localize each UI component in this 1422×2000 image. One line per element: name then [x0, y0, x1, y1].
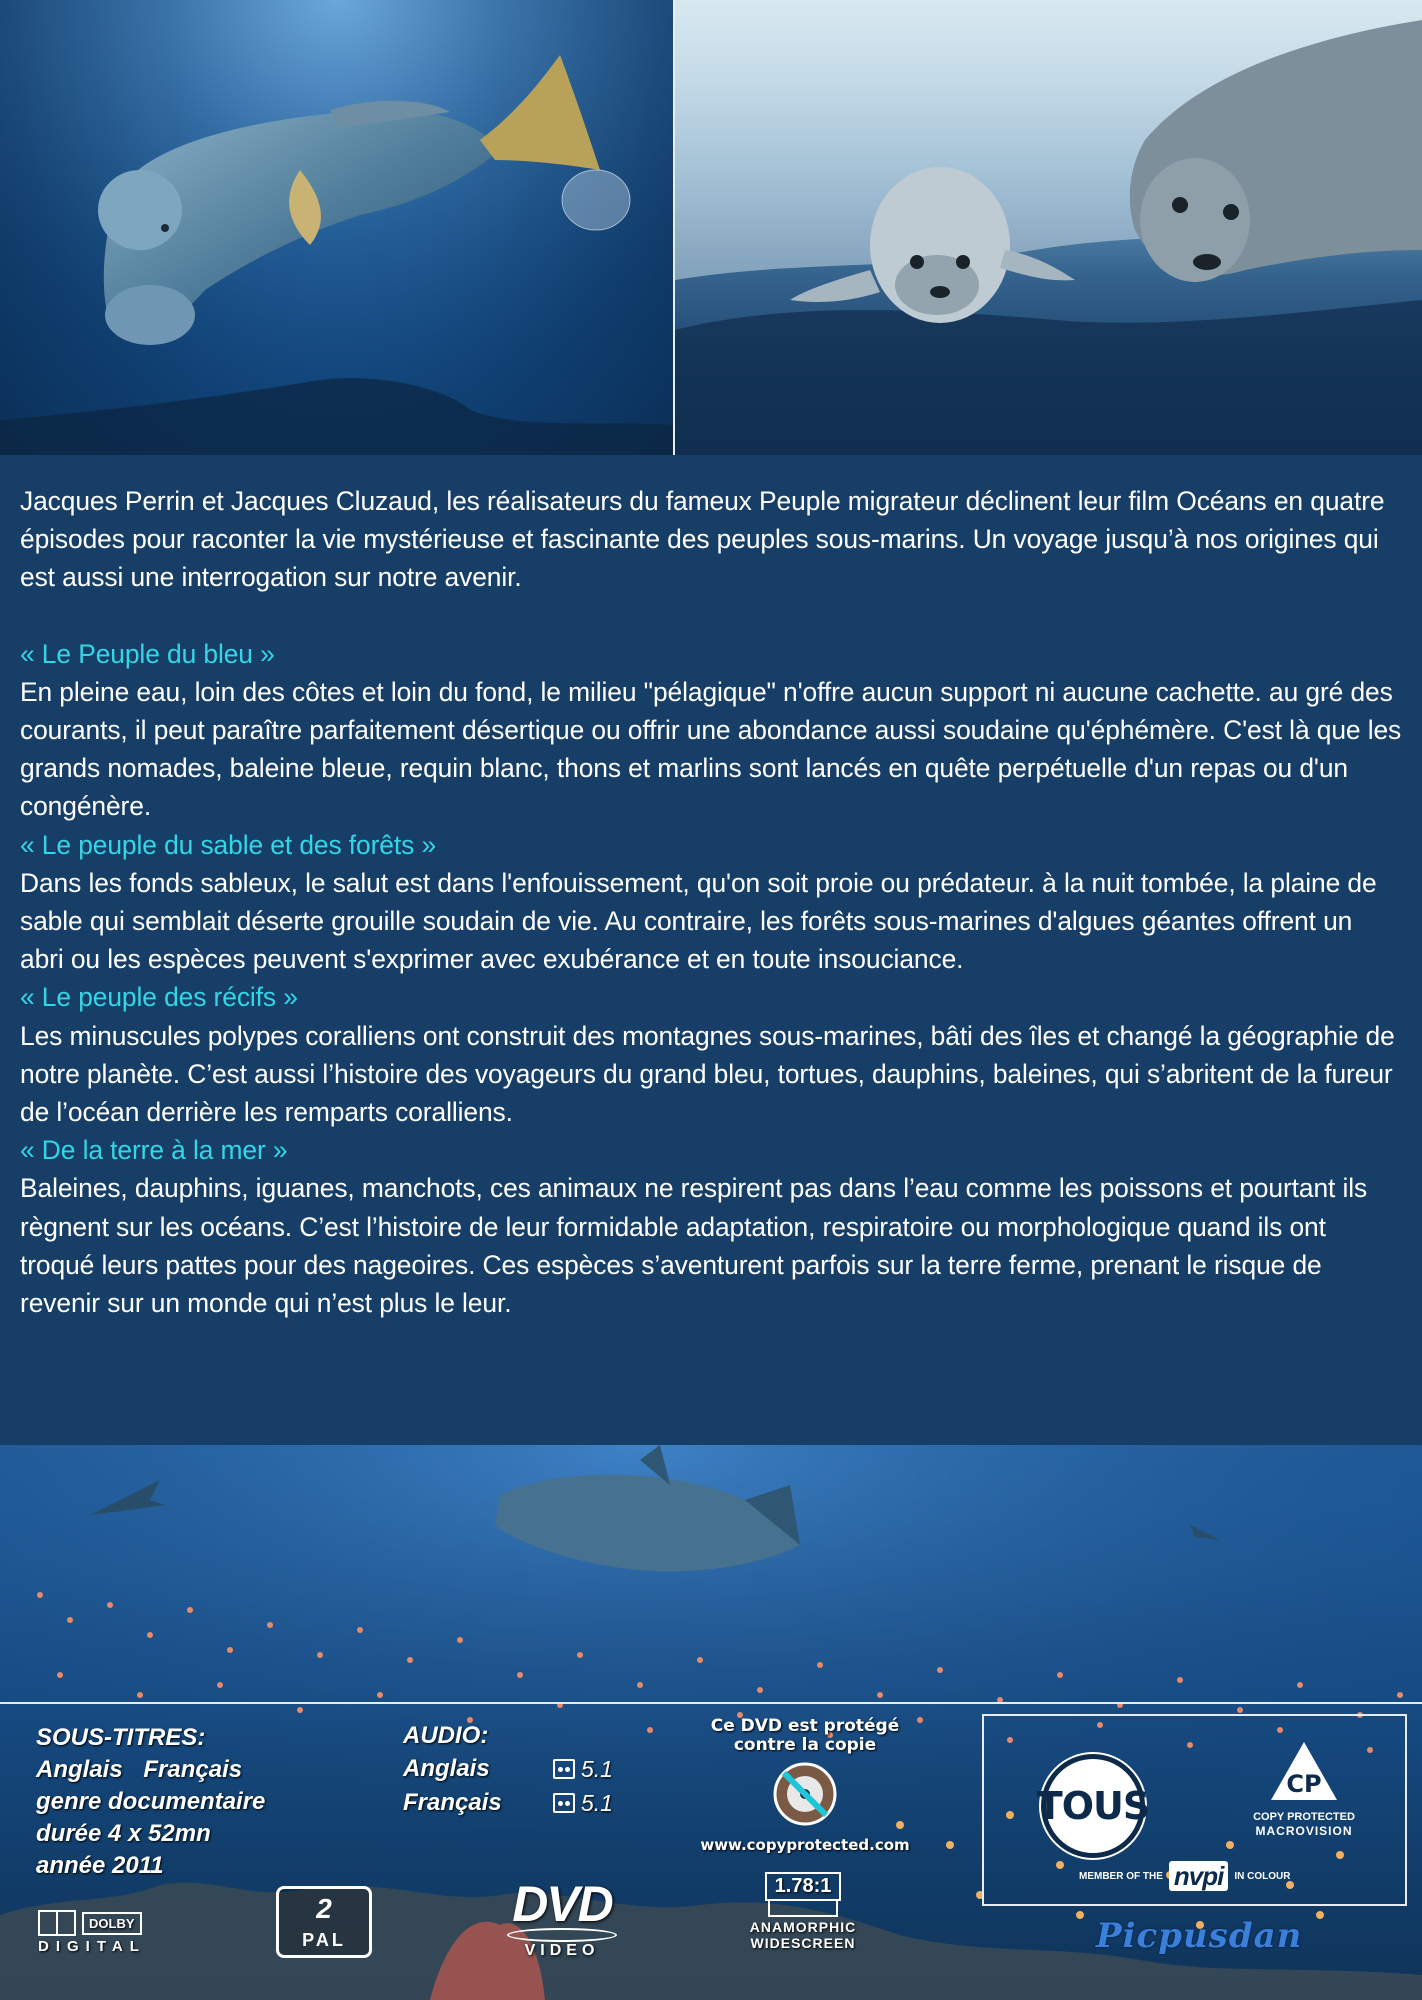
subtitle-language: Anglais	[36, 1756, 123, 1783]
audio-language: Français	[403, 1789, 502, 1816]
audio-label: AUDIO:	[403, 1722, 489, 1749]
subtitles-languages	[36, 1754, 306, 1786]
nvpi-logo	[1079, 1861, 1290, 1891]
audio-format: 5.1	[581, 1756, 613, 1782]
cp-line1: COPY PROTECTED	[1253, 1811, 1355, 1823]
copy-protection-note: contre la copie	[733, 1735, 877, 1755]
nvpi-suffix: IN COLOUR	[1234, 1870, 1291, 1882]
dvd-sub: VIDEO	[524, 1942, 600, 1959]
dolby-word: DOLBY	[82, 1912, 142, 1935]
duration: durée 4 x 52mn	[36, 1820, 211, 1847]
dolby-icon	[38, 1910, 76, 1936]
no-copy-icon	[772, 1761, 838, 1827]
subtitle-language: Français	[143, 1756, 243, 1783]
genre: genre documentaire	[36, 1788, 266, 1815]
age-rating: TOUS	[1036, 1784, 1150, 1828]
pal-label: PAL	[302, 1930, 346, 1950]
ratings-box	[982, 1714, 1407, 1906]
episode-text: Baleines, dauphins, iguanes, manchots, ces animaux ne respirent pas dans l’eau comme les poissons et pourtant ils règnent sur les océans. C’est l’histoire de leur formidable adaptation, respiratoire ou morphologique quand ils ont troqué leurs pattes pour des nageoires. Ces espèces s’aventurent parfois sur la terre ferme, prenant le risque de revenir sur un monde qui n’est plus le leur.	[20, 1173, 1368, 1319]
audio-track	[403, 1786, 643, 1820]
screen-icon	[768, 1901, 838, 1917]
widescreen-label: WIDESCREEN	[750, 1935, 856, 1951]
wrasse-photo	[0, 0, 673, 455]
dvd-video-logo	[498, 1876, 626, 1960]
top-photos	[0, 0, 1422, 455]
dvd-word: DVD	[512, 1876, 612, 1932]
age-rating-badge	[1036, 1754, 1150, 1858]
nvpi-prefix: MEMBER OF THE	[1079, 1870, 1163, 1882]
signature: Picpusdan	[1096, 1916, 1303, 1956]
copy-protection-note: Ce DVD est protégé	[710, 1716, 900, 1736]
spec-divider	[0, 1702, 1422, 1704]
region-pal-logo	[276, 1886, 372, 1958]
copy-protection	[700, 1717, 910, 1854]
widescreen-logo	[737, 1872, 869, 1951]
audio-track	[403, 1752, 643, 1786]
episode-title: « Le Peuple du bleu »	[20, 638, 275, 669]
episode-text: Dans les fonds sableux, le salut est dans l'enfouissement, qu'on soit proie ou prédateur. à la nuit tombée, la plaine de sable qui semblait déserte grouille soudain de vie. Au contraire, les forêts sous-marines d'algues géantes offrent un abri ou les espèces peuvent s'exprimer avec exubérance et en toute insouciance.	[20, 867, 1377, 975]
anamorphic-label: ANAMORPHIC	[749, 1919, 857, 1935]
region-code: 2	[316, 1893, 332, 1924]
episode-text: En pleine eau, loin des côtes et loin du fond, le milieu "pélagique" n'offre aucun support ni aucune cachette. au gré des courants, il peut paraître parfaitement désertique ou offrir une abondance aussi soudaine qu'éphémère. C'est là que les grands nomades, baleine bleue, requin blanc, thons et marlins sont lancés en quête perpétuelle d'un repas ou d'un congénère.	[20, 676, 1402, 822]
copy-protected-icon	[1269, 1740, 1339, 1802]
cp-mark: CP	[1286, 1770, 1322, 1798]
cp-line2: MACROVISION	[1255, 1824, 1353, 1838]
dolby-sub: DIGITAL	[38, 1938, 146, 1955]
specs	[36, 1722, 306, 1882]
speaker-icon	[553, 1759, 575, 1779]
synopsis-intro: Jacques Perrin et Jacques Cluzaud, les réalisateurs du fameux Peuple migrateur déclinent leur film Océans en quatre épisodes pour raconter la vie mystérieuse et fascinante des peuples sous-marins. Un voyage jusqu’à nos origines qui est aussi une interrogation sur notre avenir.	[20, 486, 1385, 593]
macrovision-badge	[1249, 1740, 1359, 1838]
episode-text: Les minuscules polypes coralliens ont construit des montagnes sous-marines, bâti des îles et changé la géographie de notre planète. C’est aussi l’histoire des voyageurs du grand bleu, tortues, dauphins, baleines, qui s’abritent de la fureur de l’océan derrière les remparts coralliens.	[20, 1020, 1395, 1128]
aspect-ratio: 1.78:1	[765, 1872, 842, 1901]
episode-title: « De la terre à la mer »	[20, 1135, 288, 1166]
seals-photo	[675, 0, 1422, 455]
nvpi-mark: nvpi	[1169, 1861, 1228, 1891]
subtitles-label: SOUS-TITRES:	[36, 1724, 206, 1751]
copy-protection-url: www.copyprotected.com	[700, 1836, 910, 1854]
episode-title: « Le peuple du sable et des forêts »	[20, 829, 437, 860]
episode-title: « Le peuple des récifs »	[20, 982, 298, 1013]
speaker-icon	[553, 1793, 575, 1813]
dolby-digital-logo	[38, 1910, 173, 1955]
audio-language: Anglais	[403, 1755, 490, 1782]
year: année 2011	[36, 1852, 164, 1879]
synopsis	[0, 455, 1422, 1445]
audio-specs	[403, 1720, 643, 1820]
audio-format: 5.1	[581, 1790, 613, 1816]
